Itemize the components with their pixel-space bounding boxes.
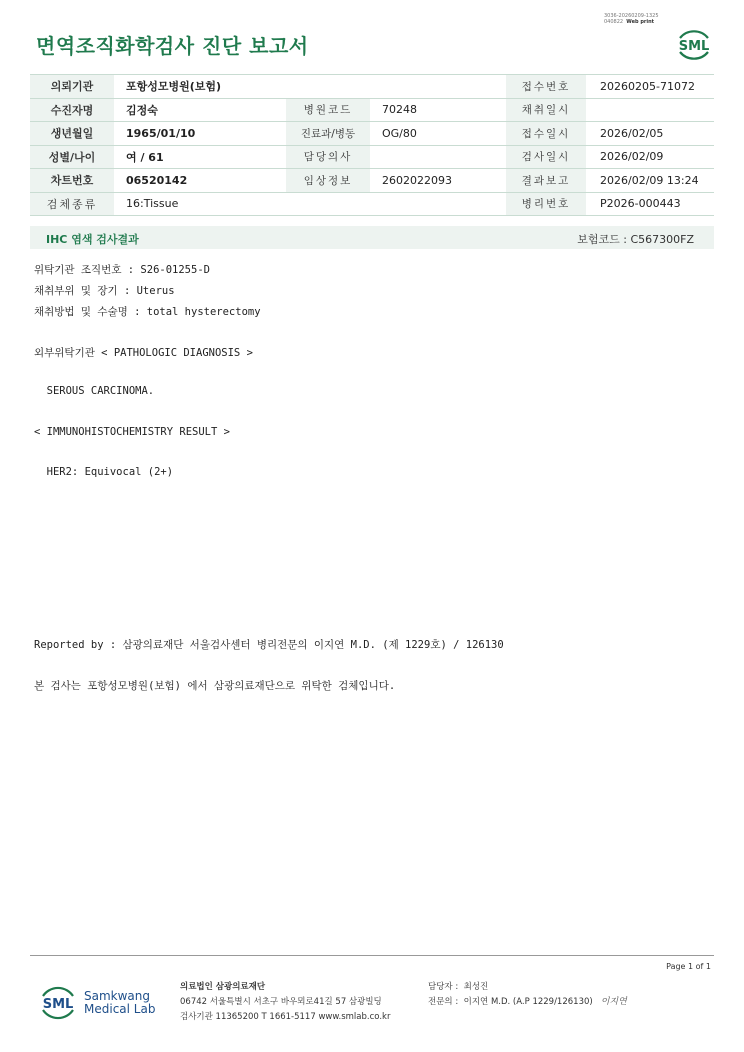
report-line-ihc-header: < IMMUNOHISTOCHEMISTRY RESULT > <box>34 426 230 438</box>
label-specimen-type: 검체종류 <box>30 192 114 216</box>
info-row <box>30 145 714 169</box>
report-line-method: 채취방법 및 수술명 : total hysterectomy <box>34 306 261 318</box>
sml-logo-icon <box>36 980 80 1024</box>
info-row <box>30 169 714 193</box>
value-requesting-institution: 포항성모병원(보험) <box>114 75 506 99</box>
report-line-tissue-number: 위탁기관 조직번호 : S26-01255-D <box>34 264 210 276</box>
value-birth-date: 1965/01/10 <box>114 122 286 146</box>
brand-name <box>84 990 155 1016</box>
staff-name: 최성진 <box>463 982 489 992</box>
document-id-number: 040822 <box>604 19 624 25</box>
value-result-report: 2026/02/09 13:24 <box>586 169 714 193</box>
document-id <box>604 13 659 25</box>
label-requesting-institution: 의뢰기관 <box>30 75 114 99</box>
organization-name: 의료법인 삼광의료재단 <box>180 982 266 992</box>
report-line-her2: HER2: Equivocal (2+) <box>34 466 174 478</box>
logo-text: SML <box>678 39 710 54</box>
value-chart-number: 06520142 <box>114 169 286 193</box>
info-row <box>30 192 714 216</box>
report-title: 면역조직화학검사 진단 보고서 <box>36 34 309 58</box>
patient-info-table <box>30 74 714 216</box>
info-row <box>30 122 714 146</box>
staff-label: 담당자 : <box>428 982 459 992</box>
label-collection-date: 채취일시 <box>506 98 586 122</box>
section-title: IHC 염색 검사결과 <box>46 233 139 246</box>
label-clinical-info: 임상정보 <box>286 169 370 193</box>
value-specimen-type: 16:Tissue <box>114 192 506 216</box>
report-line-referral-note: 본 검사는 포항성모병원(보험) 에서 삼광의료재단으로 위탁한 검체입니다. <box>34 680 396 692</box>
label-chart-number: 차트번호 <box>30 169 114 193</box>
label-receipt-date: 접수일시 <box>506 122 586 146</box>
ihc-result-section-header <box>30 226 714 249</box>
specialist-label: 전문의 : <box>428 997 459 1007</box>
organization-info <box>180 980 390 1025</box>
report-line-diagnosis-header: 외부위탁기관 < PATHOLOGIC DIAGNOSIS > <box>34 347 253 359</box>
staff-info <box>428 980 627 1010</box>
document-id-line1: 3036-20260209-1325 <box>604 13 659 19</box>
value-department: OG/80 <box>370 122 506 146</box>
label-sex-age: 성별/나이 <box>30 145 114 169</box>
page-number: Page 1 of 1 <box>666 962 711 971</box>
specialist-name: 이지연 M.D. (A.P 1229/126130) <box>463 997 593 1007</box>
report-line-reported-by: Reported by : 삼광의료재단 서울검사센터 병리전문의 이지연 M.D. (제 1229호) / 126130 <box>34 639 504 651</box>
label-test-date: 검사일시 <box>506 145 586 169</box>
sml-logo-icon <box>672 22 716 66</box>
label-birth-date: 생년월일 <box>30 122 114 146</box>
brand-line2: Medical Lab <box>84 1002 156 1016</box>
value-patient-name: 김정숙 <box>114 98 286 122</box>
label-receipt-number: 접수번호 <box>506 75 586 99</box>
signature: 이지연 <box>600 997 627 1007</box>
insurance-code: 보험코드 : C567300FZ <box>577 233 694 246</box>
value-test-date: 2026/02/09 <box>586 145 714 169</box>
brand-line1: Samkwang <box>84 989 150 1003</box>
web-print-label: Web print <box>626 19 655 25</box>
value-clinical-info: 2602022093 <box>370 169 506 193</box>
report-line-site: 채취부위 및 장기 : Uterus <box>34 285 175 297</box>
value-receipt-date: 2026/02/05 <box>586 122 714 146</box>
label-physician: 담당의사 <box>286 145 370 169</box>
label-hospital-code: 병원코드 <box>286 98 370 122</box>
value-pathology-number: P2026-000443 <box>586 192 714 216</box>
info-row <box>30 98 714 122</box>
value-physician <box>370 145 506 169</box>
logo-text: SML <box>42 997 74 1012</box>
value-sex-age: 여 / 61 <box>114 145 286 169</box>
report-line-diagnosis: SEROUS CARCINOMA. <box>34 385 155 397</box>
label-patient-name: 수진자명 <box>30 98 114 122</box>
footer-divider <box>30 955 714 956</box>
organization-contact: 검사기관 11365200 T 1661-5117 www.smlab.co.kr <box>180 1012 391 1022</box>
value-collection-date <box>586 98 714 122</box>
label-result-report: 결과보고 <box>506 169 586 193</box>
organization-address: 06742 서울특별시 서초구 바우뫼로41길 57 삼광빌딩 <box>180 997 382 1007</box>
label-pathology-number: 병리번호 <box>506 192 586 216</box>
info-row <box>30 75 714 99</box>
value-hospital-code: 70248 <box>370 98 506 122</box>
label-department: 진료과/병동 <box>286 122 370 146</box>
value-receipt-number: 20260205-71072 <box>586 75 714 99</box>
